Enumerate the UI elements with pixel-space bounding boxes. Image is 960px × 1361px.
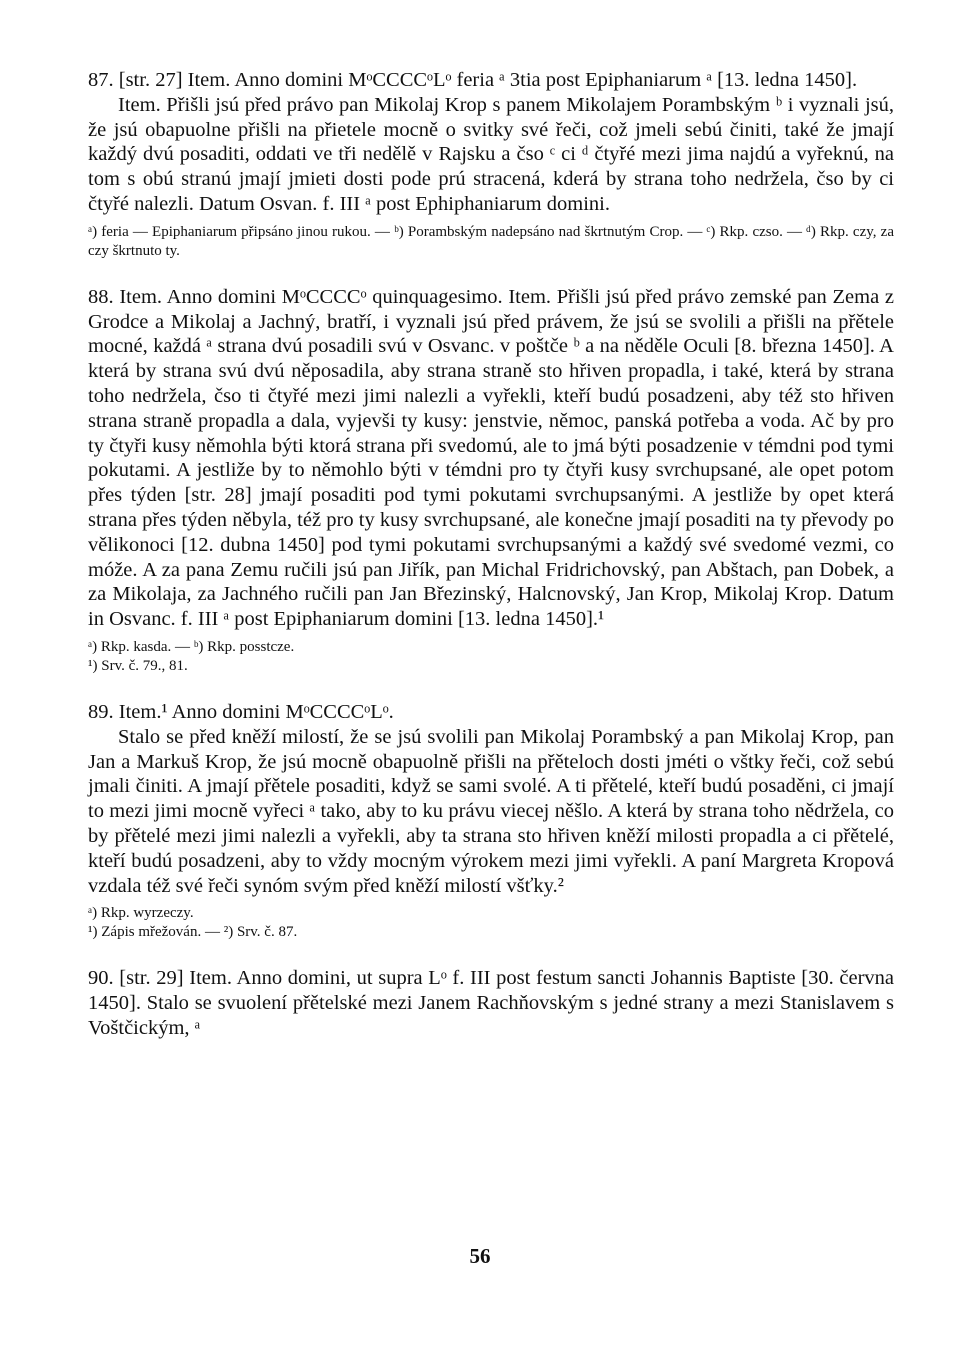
spacer: [88, 942, 894, 966]
footnote: ᵃ) feria — Epiphaniarum připsáno jinou rukou. — ᵇ) Porambským nadepsáno nad škrtnutým Crop. — ᶜ) Rkp. czso. — ᵈ) Rkp. czy, za czy škrtnuto ty.: [88, 223, 894, 259]
footnote: ᵃ) Rkp. wyrzeczy.: [88, 905, 194, 922]
entry-heading: 89. Item.¹ Anno domini MᵒCCCCᵒLᵒ.: [88, 700, 394, 723]
page-number: 56: [469, 1244, 491, 1268]
entry-87: [88, 68, 894, 261]
spacer: [88, 676, 894, 700]
entry-90: [88, 966, 894, 1040]
entry-88: [88, 285, 894, 676]
entry-heading: 87. [str. 27] Item. Anno domini MᵒCCCCᵒLᵒ feria ᵃ 3tia post Epiphaniarum ᵃ [13. ledna 1450].: [88, 69, 858, 91]
entry-body: Item. Přišli jsú před právo pan Mikolaj Krop s panem Mikolajem Porambským ᵇ i vyznali jsú, že jsú obapuolne přišli na přietele mocně o svitky své řeči, což jmeli sebú činiti, také že jmají každý dvú posaditi, oddati ve tři nedělě v Rajsku a čso ᶜ ci ᵈ čtyřé mezi jima najdú a vyřeknú, na tom s obú stranú jmají jmieti dosti pode prú stracená, kderá by strana toho nedržela, čso by ci čtyřé nalezli. Datum Osvan. f. III ᵃ post Ephiphaniarum domini.: [88, 93, 894, 215]
footnote: ¹) Zápis mřežován. — ²) Srv. č. 87.: [88, 924, 298, 941]
entry-body: 88. Item. Anno domini MᵒCCCCᵒ quinquagesimo. Item. Přišli jsú před právo zemské pan Zema z Grodce a Mikolaj a Jachný, bratří, i vyznali jsú před právem, že jsú se svolili a přišli na přětele mocné, každá ᵃ strana dvú posadili svú v Osvanc. v poštče ᵇ a na něděle Oculi [8. března 1450]. A která by strana svú dvú něposadila, aby strana straně sto hřiven propadla, i také, která by strana toho nedržela, čso ti čtyřé mezi jimi nalezli a vyřekli, kteří budú posadzeni, aby též sto hřiven strana straně propadla a dala, vyjevši ty kusy: jenstvie, němoc, panská potřeba a voda. Ač by pro ty čtyři kusy němohla býti ktorá strana při svedomú, ale to jmá býti posadzenie v témdni pod tymi pokutami. A jestliže by to němohlo býti v témdni pro ty čtyři kusy svrchupsané, ale opet potom přes týden [str. 28] jmají posaditi pod tymi pokutami svrchupsanými. A jestliže by opet která strana přes týden něbyla, též pro ty kusy svrchupsané, ale konečne jmají posaditi na ty převody po vělikonoci [12. dubna 1450] pod tymi pokutami svrchupsanými a každý své svedomé vezmi, co móže. A za pana Zemu ručili jsú pan Jiřík, pan Michal Fridrichovský, pan Abštach, pan Dobek, a za Mikolaja, za Jachného ručili pan Jan Březinský, Halcnovský, Jan Krop, Mikolaj Krop. Datum in Osvanc. f. III ᵃ post Epiphaniarum domini [13. ledna 1450].¹: [88, 285, 894, 631]
entry-body: Stalo se před kněží milostí, že se jsú svolili pan Mikolaj Porambský a pan Mikolaj Krop, pan Jan a Markuš Krop, že jsú mocně obapuolně přišli na přěteloch dosti jméti o vštky řeči, což sebú jmali činiti. A jmají přětele posaditi, když se sami svolé. A ti přětelé, kteří budú posaděni, ci jmají to mezi jimi mocně vyřeci ᵃ tako, aby to ku právu viecej něšlo. A která by strana toho nědržela, co by přětelé mezi jimi nalezli a vyřekli, aby ta strana sto hřiven kněží milosti propadla a ci přětelé, kteří budú posadzeni, aby to vždy mocným výrokem mezi jimi vyřekli. A paní Margreta Kropová vzdala též své řeči synóm svým před kněží milostí všťky.²: [88, 725, 894, 897]
footnote: ᵃ) Rkp. kasda. — ᵇ) Rkp. posstcze.: [88, 638, 295, 655]
entry-body: 90. [str. 29] Item. Anno domini, ut supra Lᵒ f. III post festum sancti Johannis Baptiste [30. června 1450]. Stalo se svuolení přětelské mezi Janem Rachňovským s jedné strany a mezi Stanislavem s Voštčickým, ᵃ: [88, 967, 894, 1039]
document-page: [88, 68, 894, 1041]
footnote: ¹) Srv. č. 79., 81.: [88, 657, 188, 674]
spacer: [88, 261, 894, 285]
entry-89: [88, 700, 894, 942]
